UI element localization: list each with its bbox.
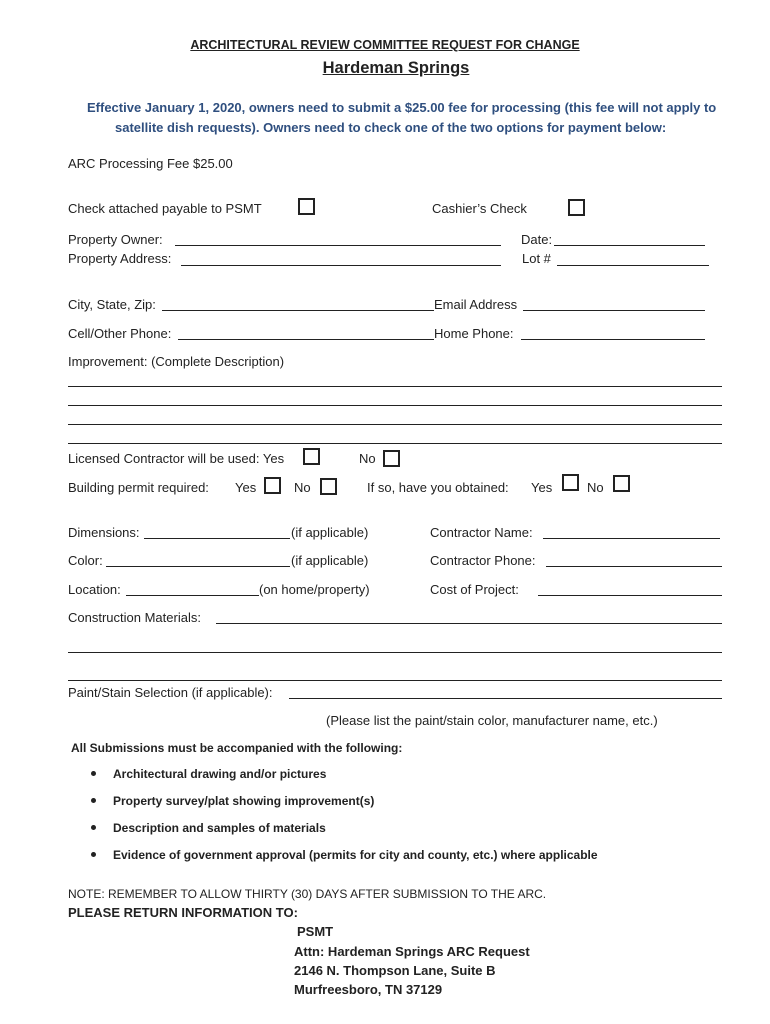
paint-note: (Please list the paint/stain color, manufacturer name, etc.) [326, 713, 658, 728]
cell-phone-field[interactable] [178, 339, 434, 340]
submission-item-4: Evidence of government approval (permits for city and county, etc.) where applicable [113, 848, 598, 862]
return-heading: PLEASE RETURN INFORMATION TO: [68, 905, 298, 920]
materials-label: Construction Materials: [68, 610, 201, 625]
building-permit-label: Building permit required: [68, 480, 209, 495]
lot-field[interactable] [557, 265, 709, 266]
contractor-phone-field[interactable] [546, 566, 722, 567]
color-label: Color: [68, 553, 103, 568]
bullet-icon [91, 852, 96, 857]
property-address-field[interactable] [181, 265, 501, 266]
licensed-contractor-yes-checkbox[interactable] [303, 448, 320, 465]
location-label: Location: [68, 582, 121, 597]
check-attached-label: Check attached payable to PSMT [68, 201, 262, 216]
materials-field[interactable] [216, 623, 722, 624]
allow-days-note: NOTE: REMEMBER TO ALLOW THIRTY (30) DAYS AFTER SUBMISSION TO THE ARC. [68, 887, 547, 901]
paint-field[interactable] [289, 698, 722, 699]
permit-obtained-no-label: No [587, 480, 604, 495]
color-field[interactable] [106, 566, 290, 567]
dimensions-label: Dimensions: [68, 525, 140, 540]
improvement-label: Improvement: (Complete Description) [68, 354, 285, 369]
location-field[interactable] [126, 595, 259, 596]
licensed-contractor-no-checkbox[interactable] [383, 450, 400, 467]
email-field[interactable] [523, 310, 705, 311]
cell-phone-label: Cell/Other Phone: [68, 326, 172, 341]
property-address-label: Property Address: [68, 251, 172, 266]
cost-label: Cost of Project: [430, 582, 519, 597]
contractor-name-field[interactable] [543, 538, 720, 539]
permit-obtained-yes-label: Yes [531, 480, 553, 495]
submission-item-1: Architectural drawing and/or pictures [113, 767, 327, 781]
materials-line-2[interactable] [68, 652, 722, 653]
dimensions-note: (if applicable) [291, 525, 369, 540]
bullet-icon [91, 798, 96, 803]
location-note: (on home/property) [259, 582, 370, 597]
property-owner-field[interactable] [175, 245, 501, 246]
improvement-line-1[interactable] [68, 386, 722, 387]
home-phone-field[interactable] [521, 339, 705, 340]
city-state-zip-field[interactable] [162, 310, 434, 311]
permit-obtained-yes-checkbox[interactable] [562, 474, 579, 491]
date-field[interactable] [554, 245, 705, 246]
lot-label: Lot # [522, 251, 551, 266]
submission-item-3: Description and samples of materials [113, 821, 326, 835]
cost-field[interactable] [538, 595, 722, 596]
building-permit-yes-label: Yes [235, 480, 257, 495]
return-address-line-1: PSMT [297, 924, 334, 939]
return-address-line-4: Murfreesboro, TN 37129 [294, 982, 443, 997]
submissions-heading: All Submissions must be accompanied with the following: [71, 741, 403, 755]
submission-item-2: Property survey/plat showing improvement(s) [113, 794, 375, 808]
return-address-line-2: Attn: Hardeman Springs ARC Request [294, 944, 530, 959]
color-note: (if applicable) [291, 553, 369, 568]
permit-obtained-no-checkbox[interactable] [613, 475, 630, 492]
cashiers-check-label: Cashier’s Check [432, 201, 527, 216]
contractor-name-label: Contractor Name: [430, 525, 533, 540]
paint-label: Paint/Stain Selection (if applicable): [68, 685, 273, 700]
property-owner-label: Property Owner: [68, 232, 163, 247]
bullet-icon [91, 771, 96, 776]
date-label: Date: [521, 232, 553, 247]
licensed-contractor-no-label: No [359, 451, 376, 466]
building-permit-no-checkbox[interactable] [320, 478, 337, 495]
permit-obtained-label: If so, have you obtained: [367, 480, 509, 495]
cashiers-check-checkbox[interactable] [568, 199, 585, 216]
intro-line-1: Effective January 1, 2020, owners need to submit a $25.00 fee for processing (this fee will not apply to [87, 100, 717, 115]
building-permit-no-label: No [294, 480, 311, 495]
city-state-zip-label: City, State, Zip: [68, 297, 156, 312]
licensed-contractor-label: Licensed Contractor will be used: Yes [68, 451, 285, 466]
materials-line-3[interactable] [68, 680, 722, 681]
check-attached-checkbox[interactable] [298, 198, 315, 215]
improvement-line-2[interactable] [68, 405, 722, 406]
processing-fee-label: ARC Processing Fee $25.00 [68, 156, 233, 171]
community-name: Hardeman Springs [322, 59, 470, 77]
email-label: Email Address [434, 297, 518, 312]
return-address-line-3: 2146 N. Thompson Lane, Suite B [294, 963, 496, 978]
dimensions-field[interactable] [144, 538, 290, 539]
building-permit-yes-checkbox[interactable] [264, 477, 281, 494]
improvement-line-3[interactable] [68, 424, 722, 425]
intro-line-2: satellite dish requests). Owners need to check one of the two options for payment below: [115, 120, 667, 135]
home-phone-label: Home Phone: [434, 326, 514, 341]
form-title: ARCHITECTURAL REVIEW COMMITTEE REQUEST FOR CHANGE [190, 38, 580, 52]
contractor-phone-label: Contractor Phone: [430, 553, 536, 568]
improvement-line-4[interactable] [68, 443, 722, 444]
bullet-icon [91, 825, 96, 830]
